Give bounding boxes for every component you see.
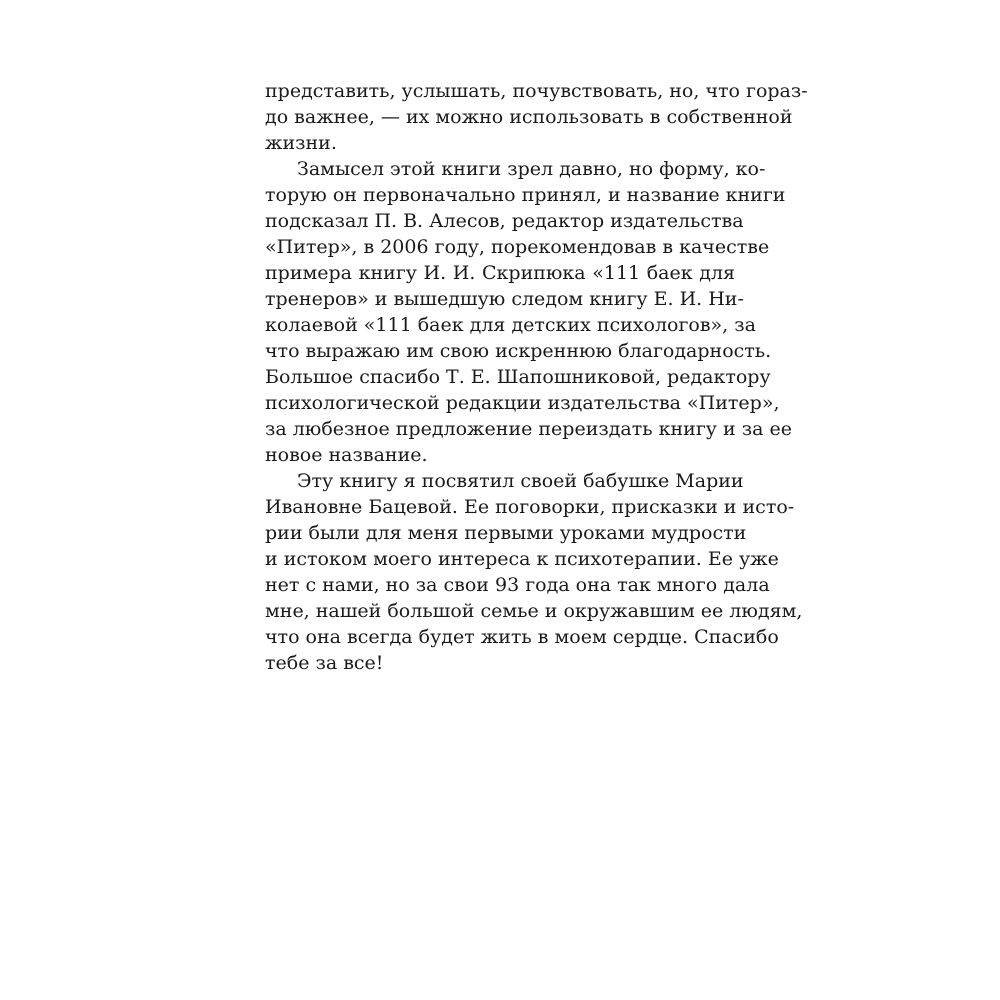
body-text (265, 78, 808, 676)
text-line: колаевой «111 баек для детских психологов», за (265, 314, 756, 336)
text-line: примера книгу И. И. Скрипюка «111 баек для (265, 262, 735, 284)
text-line: Эту книгу я посвятил своей бабушке Марии (297, 470, 744, 492)
text-line: тебе за все! (265, 652, 384, 674)
text-line: Большое спасибо Т. Е. Шапошниковой, редактору (265, 366, 771, 388)
text-line: что она всегда будет жить в моем сердце. Спасибо (265, 626, 779, 648)
text-line: нет с нами, но за свои 93 года она так много дала (265, 574, 770, 596)
text-line: Ивановне Бацевой. Ее поговорки, присказки и исто- (265, 496, 795, 518)
text-line: мне, нашей большой семье и окружавшим ее людям, (265, 600, 803, 622)
text-line: что выражаю им свою искреннюю благодарность. (265, 340, 772, 362)
text-line: и истоком моего интереса к психотерапии. Ее уже (265, 548, 779, 570)
text-line: до важнее, — их можно использовать в собственной (265, 106, 793, 128)
text-line: тренеров» и вышедшую следом книгу Е. И. Ни- (265, 288, 744, 310)
text-line: «Питер», в 2006 году, порекомендовав в качестве (265, 236, 770, 258)
text-line: представить, услышать, почувствовать, но, что гораз- (265, 80, 808, 102)
text-line: рии были для меня первыми уроками мудрости (265, 522, 747, 544)
text-line: торую он первоначально принял, и название книги (265, 184, 786, 206)
text-line: за любезное предложение переиздать книгу и за ее (265, 418, 792, 440)
text-line: новое название. (265, 444, 428, 466)
text-line: подсказал П. В. Алесов, редактор издательства (265, 210, 744, 232)
text-line: психологической редакции издательства «Питер», (265, 392, 780, 414)
text-line: жизни. (265, 132, 337, 154)
text-line: Замысел этой книги зрел давно, но форму, ко- (297, 158, 766, 180)
